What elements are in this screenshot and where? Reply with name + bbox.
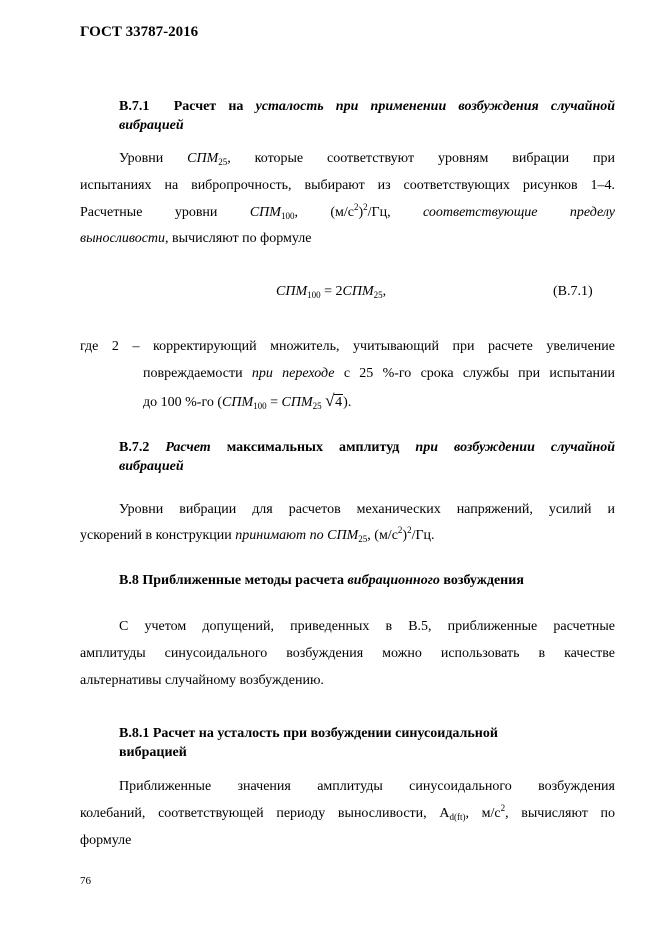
paragraph-line: колебаний, соответствующей периоду выносливости, $A_{d(ft)}$, $м/с^2$, вычисляют по — [80, 803, 616, 822]
section-heading-b72-line1: B.7.2 Расчет максимальных амплитуд при возбуждении случайной — [119, 440, 615, 455]
square-root: √ 4 — [325, 391, 343, 410]
section-heading-b71-line2 — [119, 116, 615, 135]
heading-text-italic: усталость при применении возбуждения случайной — [255, 99, 615, 114]
heading-text: Расчет на — [173, 99, 244, 114]
section-heading-b81-line1: B.8.1 Расчет на усталость при возбуждении синусоидальной — [119, 726, 498, 741]
paragraph-line: Расчетные уровни $СПМ_{100}$, $(м/с^2)^2/Гц$, соответствующие пределу — [80, 202, 616, 221]
section-heading-b71-line1 — [119, 97, 615, 116]
formula-number: (B.7.1) — [553, 284, 593, 299]
formula-b71: $СПМ_{100} = 2СПМ_{25}$, — [276, 284, 387, 300]
section-heading-b81-line2: вибрацией — [119, 745, 187, 760]
paragraph-line: Уровни вибрации для расчетов механических напряжений, усилий и — [119, 502, 615, 517]
section-number: B.7.2 — [119, 440, 150, 455]
paragraph-line: испытаниях на вибропрочность, выбирают из соответствующих рисунков 1–4. — [80, 178, 615, 193]
where-line: повреждаемости при переходе с 25 %-го срока службы при испытании — [143, 366, 616, 381]
paragraph-line: ускорений в конструкции принимают по $СПМ_{25}$, $(м/с^2)^2/Гц$. — [80, 525, 435, 544]
where-line: где 2 – корректирующий множитель, учитывающий при расчете увеличение — [80, 339, 615, 354]
section-number: B.7.1 — [119, 99, 150, 114]
where-line: до 100 %-го ($СПМ_{100} = СПМ_{25}$ √ 4). — [143, 391, 352, 411]
paragraph-line: С учетом допущений, приведенных в B.5, приближенные расчетные — [119, 619, 615, 634]
paragraph-line: формуле — [80, 833, 132, 848]
document-header: ГОСТ 33787-2016 — [80, 24, 199, 40]
paragraph-line: амплитуды синусоидального возбуждения можно использовать в качестве — [80, 646, 615, 661]
paragraph-line: Уровни $СПМ_{25}$, которые соответствуют уровням вибрации при — [119, 151, 616, 167]
section-heading-b8: B.8 Приближенные методы расчета вибрационного возбуждения — [119, 573, 524, 588]
radical-sign-icon: √ — [325, 391, 335, 410]
heading-text-italic: вибрацией — [119, 118, 184, 133]
page-number: 76 — [80, 875, 91, 887]
section-heading-b72-line2: вибрацией — [119, 459, 184, 474]
paragraph-line: альтернативы случайному возбуждению. — [80, 673, 324, 688]
paragraph-line: выносливости, вычисляют по формуле — [80, 231, 312, 246]
paragraph-line: Приближенные значения амплитуды синусоидального возбуждения — [119, 779, 615, 794]
